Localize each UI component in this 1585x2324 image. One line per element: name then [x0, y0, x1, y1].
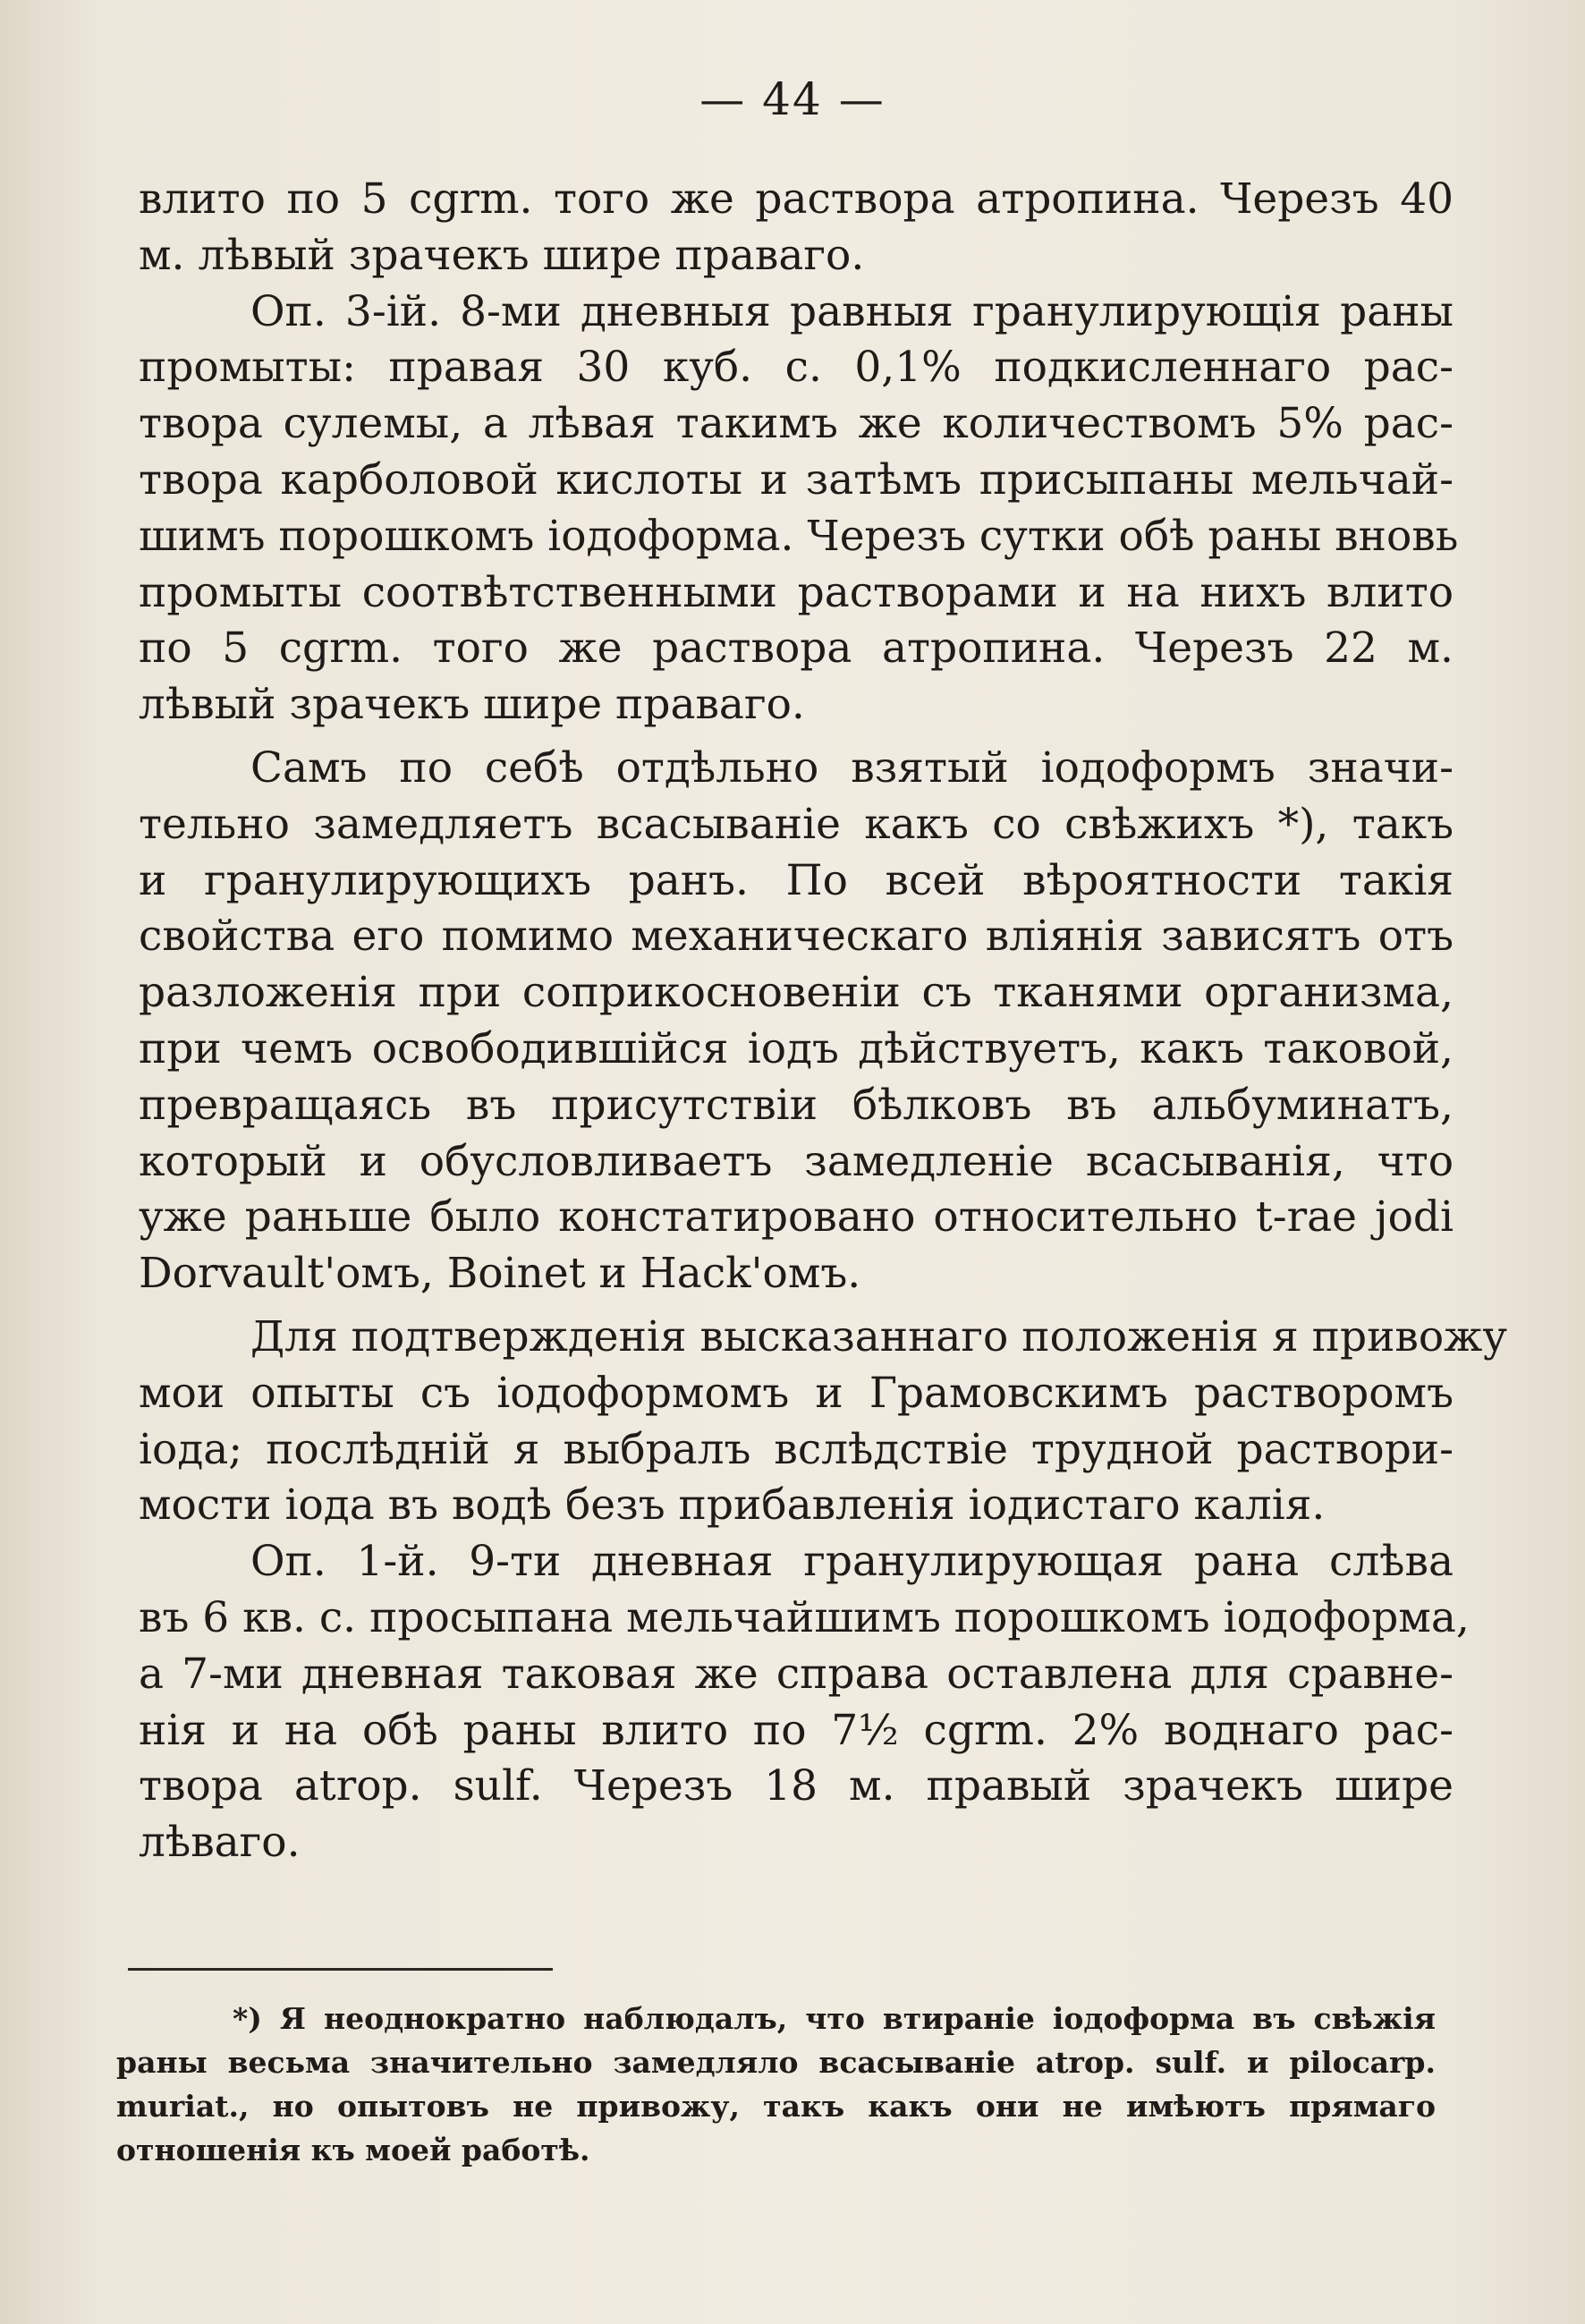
text-line: а 7-ми дневная таковая же справа оставлена для сравне-: [139, 1649, 1454, 1699]
text-line: разложенiя при соприкосновенiи съ тканями организма,: [139, 968, 1454, 1018]
footnote-line: *) Я неоднократно наблюдалъ, что втиранiе iодоформа въ свѣжiя: [233, 2001, 1436, 2036]
text-line: тельно замедляетъ всасыванiе какъ со свѣжихъ *), такъ: [139, 799, 1454, 849]
text-line: который и обусловливаетъ замедленiе всасыванiя, что: [139, 1136, 1454, 1186]
text-line: лѣваго.: [139, 1818, 301, 1868]
text-line: мои опыты съ iодоформомъ и Грамовскимъ растворомъ: [139, 1368, 1454, 1418]
text-line: промыты: правая 30 куб. с. 0,1% подкисленнаго рас-: [139, 343, 1454, 393]
paragraph-gap: [139, 1302, 1454, 1310]
text-line: Оп. 1-й. 9-ти дневная гранулирующая рана слѣва: [250, 1537, 1454, 1587]
text-line: твора сулемы, а лѣвая такимъ же количествомъ 5% рас-: [139, 399, 1454, 449]
text-line: и гранулирующихъ ранъ. По всей вѣроятности такiя: [139, 855, 1454, 905]
page-number: — 44 —: [699, 73, 886, 125]
footnote-line: раны весьма значительно замедляло всасыванiе atrop. sulf. и pilocarp.: [116, 2045, 1436, 2080]
text-line: уже раньше было констатировано относительно t-rae jodi: [139, 1192, 1454, 1243]
text-line: мости iода въ водѣ безъ прибавленiя iодистаго калiя.: [139, 1480, 1326, 1531]
footnote-line: muriat., но опытовъ не привожу, такъ какъ они не имѣютъ прямаго: [116, 2089, 1436, 2124]
text-line: при чемъ освободившiйся iодъ дѣйствуетъ, какъ таковой,: [139, 1023, 1454, 1073]
text-line: iода; послѣднiй я выбралъ вслѣдствiе трудной раствори-: [139, 1424, 1454, 1474]
text-line: твора atrop. sulf. Черезъ 18 м. правый зрачекъ шире: [139, 1761, 1454, 1811]
paragraph-gap: [139, 734, 1454, 741]
footnote-line: отношенiя къ моей работѣ.: [116, 2133, 590, 2167]
footnote-divider: [128, 1968, 553, 1971]
text-line: свойства его помимо механическаго влiянiя зависятъ отъ: [139, 912, 1454, 962]
text-line: твора карболовой кислоты и затѣмъ присыпаны мельчай-: [139, 454, 1454, 505]
footnotes: [116, 1997, 1436, 2172]
text-line: по 5 cgrm. того же раствора атропина. Черезъ 22 м.: [139, 623, 1454, 674]
text-line: нiя и на обѣ раны влито по 7½ cgrm. 2% воднаго рас-: [139, 1705, 1454, 1755]
text-line: промыты соотвѣтственными растворами и на нихъ влито: [139, 567, 1454, 617]
text-line: въ 6 кв. с. просыпана мельчайшимъ порошкомъ iодоформа,: [139, 1592, 1470, 1642]
text-line: шимъ порошкомъ iодоформа. Черезъ сутки обѣ раны вновь: [139, 511, 1459, 561]
text-line: влито по 5 cgrm. того же раствора атропина. Черезъ 40: [139, 174, 1454, 224]
text-line: Для подтвержденiя высказаннаго положенiя я привожу: [250, 1311, 1508, 1361]
body-text: [139, 172, 1508, 1871]
text-line: лѣвый зрачекъ шире праваго.: [139, 680, 805, 730]
text-line: превращаясь въ присутствiи бѣлковъ въ альбуминатъ,: [139, 1080, 1454, 1130]
text-line: Самъ по себѣ отдѣльно взятый iодоформъ значи-: [250, 742, 1454, 793]
text-line: Dorvault'омъ, Boinet и Hack'омъ.: [139, 1249, 861, 1299]
text-line: Оп. 3-iй. 8-ми дневныя равныя гранулирующія раны: [250, 286, 1454, 336]
text-line: м. лѣвый зрачекъ шире праваго.: [139, 230, 865, 280]
